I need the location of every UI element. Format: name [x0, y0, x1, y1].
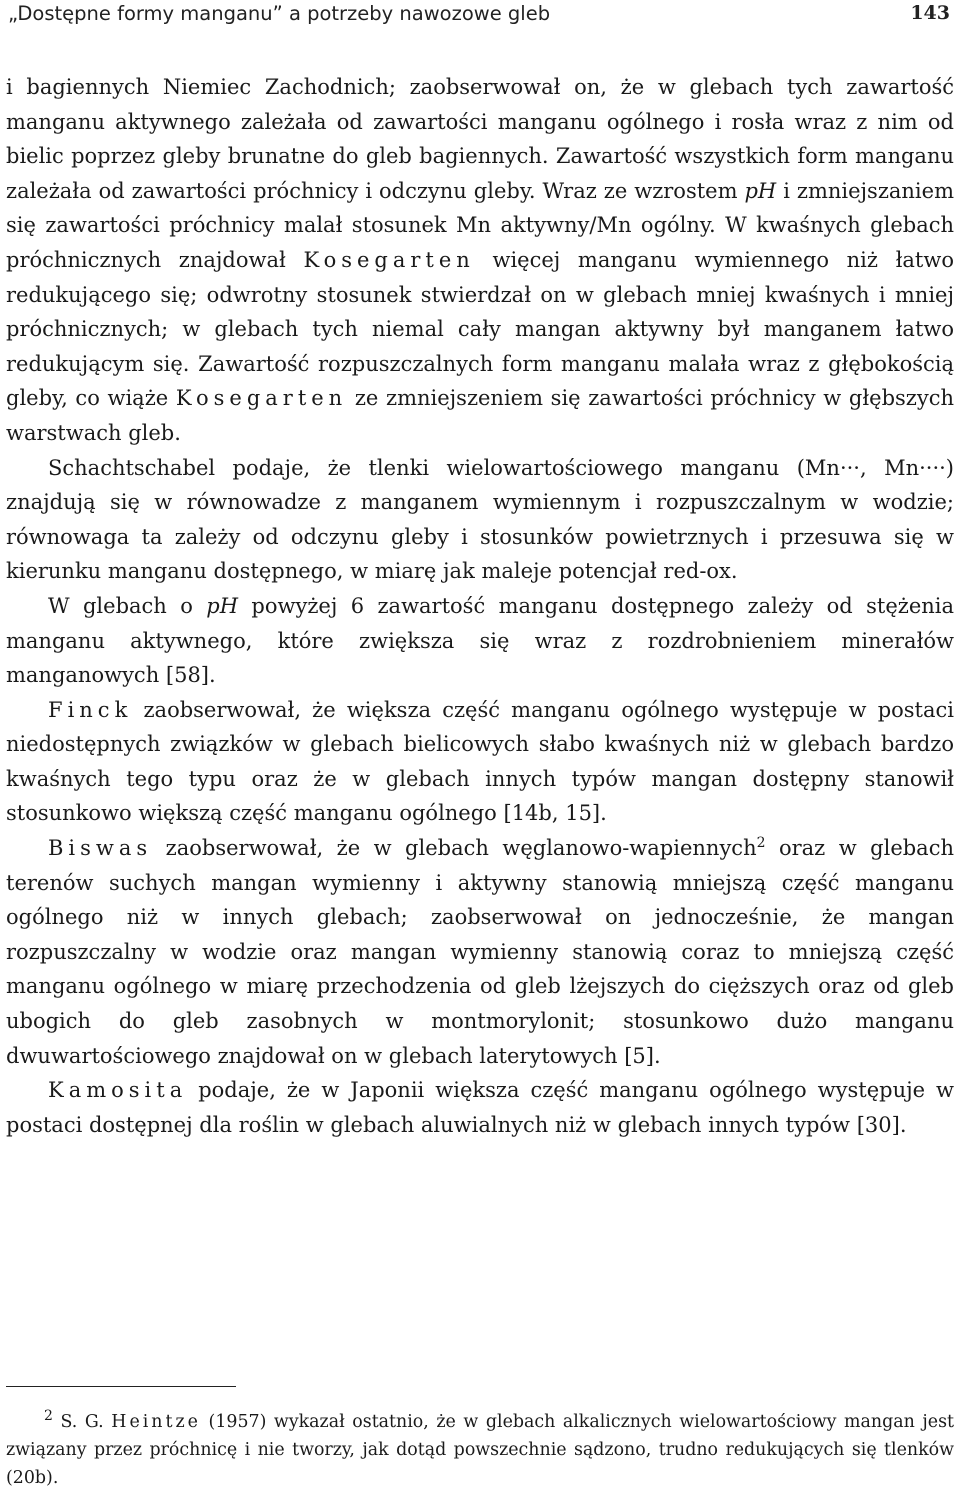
paragraph-5 [6, 831, 954, 1073]
paragraph-5-text: zaobserwował, że w glebach węglanowo-wapiennych [152, 836, 757, 861]
author-name: Kosegarten [303, 247, 475, 272]
author-name: Kamosita [48, 1078, 188, 1103]
paragraph-4-text: zaobserwował, że większa część manganu ogólnego występuje w postaci niedostępnych związków w glebach bielicowych słabo kwaśnych niż w glebach bardzo kwaśnych tego typu oraz że w glebach innych typów mangan dostępny stanowił stosunkowo większą część manganu ogólnego [14b, 15]. [6, 697, 954, 826]
ph-term: pH [206, 593, 239, 618]
ph-term: pH [744, 178, 777, 203]
running-header [6, 2, 954, 28]
document-page [6, 0, 954, 1496]
footnote-ref: 2 [756, 835, 766, 852]
paragraph-1-text-d: ze zmniejszeniem się zawartości próchnicy w głębszych warstwach gleb. [6, 386, 954, 445]
footnote-initials: S. G. [60, 1412, 104, 1432]
footnote-author: Heintze [111, 1412, 201, 1432]
footnote-text: (1957) wykazał ostatnio, że w glebach alkalicznych wielowartościowy mangan jest związany przez próchnicę i nie tworzy, jak dotąd powszechnie sądzono, trudno redukujących się tlenków (20b). [6, 1412, 954, 1488]
running-title: „Dostępne formy manganu” a potrzeby nawozowe gleb [8, 2, 551, 25]
paragraph-3 [6, 589, 954, 693]
paragraph-6 [6, 1073, 954, 1142]
author-name: Kosegarten [175, 386, 348, 411]
paragraph-2: Schachtschabel podaje, że tlenki wielowartościowego manganu (Mn···, Mn····) znajdują się w równowadze z manganem wymiennym i rozpuszczalnym w wodzie; równowaga ta zależy od odczynu gleby i stosunków powietrznych i przesuwa się w kierunku manganu dostępnego, w miarę jak maleje potencjał red-ox. [6, 455, 954, 584]
paragraph-5-text-b: oraz w glebach terenów suchych mangan wymienny i aktywny stanowią mniejszą część manganu ogólnego niż w innych glebach; zaobserwował on jednocześnie, że mangan rozpuszczalny w wodzie oraz mangan wymienny stanowią coraz to mniejszą część manganu ogólnego w miarę przechodzenia od gleb lżejszych do cięższych oraz od gleb ubogich do gleb zasobnych w montmorylonit; stosunkowo dużo manganu dwuwartościowego znajdował on w glebach laterytowych [5]. [6, 836, 954, 1068]
paragraph-1-text-b: i zmniejszaniem się zawartości próchnicy malał stosunek Mn aktywny/Mn ogólny. W kwaśnych glebach próchnicznych znajdował [6, 178, 954, 272]
footnote [6, 1408, 954, 1492]
paragraph-6-text: podaje, że w Japonii większa część manganu ogólnego występuje w postaci dostępnej dla roślin w glebach aluwialnych niż w glebach innych typów [30]. [6, 1078, 954, 1137]
footnote-marker: 2 [44, 1408, 53, 1425]
paragraph-3-text: W glebach o [48, 593, 207, 618]
paragraph-4 [6, 693, 954, 831]
page-number: 143 [910, 2, 950, 24]
paragraph-1 [6, 70, 954, 451]
paragraph-1-text-c: więcej manganu wymiennego niż łatwo redukującego się; odwrotny stosunek stwierdzał on w glebach mniej kwaśnych i mniej próchnicznych; w glebach tych niemal cały mangan aktywny był manganem łatwo redukującym się. Zawartość rozpuszczalnych form manganu malała wraz z głębokością gleby, co wiąże [6, 247, 954, 411]
author-name: Finck [48, 697, 133, 722]
paragraph-1-text: i bagiennych Niemiec Zachodnich; zaobserwował on, że w glebach tych zawartość manganu aktywnego zależała od zawartości manganu ogólnego i rosła wraz z nim od bielic poprzez gleby brunatne do gleb bagiennych. Zawartość wszystkich form manganu zależała od zawartości próchnicy i odczynu gleby. Wraz ze wzrostem [6, 75, 954, 203]
footnote-divider [6, 1386, 236, 1387]
author-name: Biswas [48, 836, 153, 861]
body-text [6, 70, 954, 1142]
paragraph-3-text-b: powyżej 6 zawartość manganu dostępnego zależy od stężenia manganu aktywnego, które zwiększa się wraz z rozdrobnieniem minerałów manganowych [58]. [6, 593, 955, 688]
